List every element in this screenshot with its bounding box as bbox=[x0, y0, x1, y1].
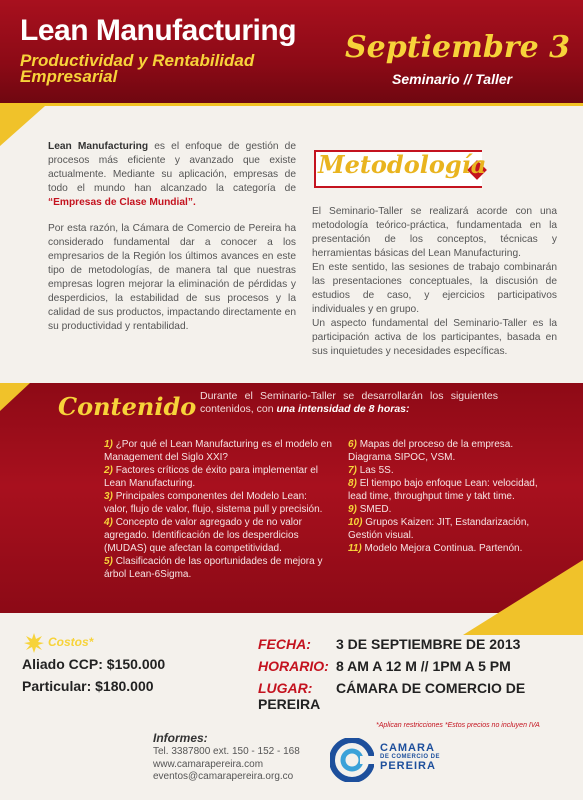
event-date: Septiembre 3 bbox=[345, 30, 570, 65]
logo-line-1: CAMARA bbox=[380, 742, 435, 754]
metodologia-text bbox=[312, 205, 557, 359]
list-item bbox=[348, 464, 540, 477]
item-text: Mapas del proceso de la empresa. Diagrama SIPOC, VSM. bbox=[348, 439, 514, 463]
item-number: 1) bbox=[104, 439, 113, 450]
decor-corner bbox=[0, 106, 45, 146]
lugar-label: LUGAR: bbox=[258, 680, 313, 696]
list-item bbox=[104, 555, 332, 581]
list-item bbox=[348, 477, 540, 503]
item-number: 10) bbox=[348, 517, 363, 528]
item-text: Concepto de valor agregado y de no valor agregado. Identificación de los desperdicios (MUDAS) que afectan la competitividad. bbox=[104, 517, 302, 554]
item-text: Las 5S. bbox=[359, 465, 394, 476]
list-item bbox=[348, 438, 540, 464]
info-lugar bbox=[258, 680, 583, 712]
decor-band-right bbox=[463, 560, 583, 635]
info-fecha bbox=[258, 636, 520, 652]
metodologia-title: Metodología bbox=[318, 150, 487, 179]
item-text: El tiempo bajo enfoque Lean: velocidad, lead time, throughput time y takt time. bbox=[348, 478, 538, 502]
event-type: Seminario // Taller bbox=[392, 71, 513, 87]
contenido-intro bbox=[200, 390, 498, 416]
item-number: 2) bbox=[104, 465, 113, 476]
list-item bbox=[104, 490, 332, 516]
starburst-icon bbox=[24, 633, 44, 653]
item-number: 7) bbox=[348, 465, 357, 476]
item-text: SMED. bbox=[359, 504, 392, 515]
item-number: 8) bbox=[348, 478, 357, 489]
list-item bbox=[348, 503, 540, 516]
item-number: 11) bbox=[348, 543, 362, 554]
header-banner bbox=[0, 0, 583, 105]
item-text: Clasificación de las oportunidades de mejora y árbol Lean-6Sigma. bbox=[104, 556, 323, 580]
intro-paragraph-2: Por esta razón, la Cámara de Comercio de Pereira ha considerado fundamental dar a conocer a los empresarios de la Región los últimos avances en este tipo de metodologías, de manera tal que nuestras empresas logren mejorar la eliminación de pérdidas y desperdicios, la estabilidad de sus procesos y la calidad de sus productos, impactando directamente en su productividad y rentabilidad. bbox=[48, 223, 296, 332]
intro-bold: Lean Manufacturing bbox=[48, 141, 149, 152]
list-item bbox=[348, 516, 540, 542]
item-text: Factores críticos de éxito para implementar el Lean Manufacturing. bbox=[104, 465, 318, 489]
decor-band-left bbox=[0, 383, 30, 411]
item-number: 5) bbox=[104, 556, 113, 567]
list-item bbox=[104, 464, 332, 490]
cost-particular: Particular: $180.000 bbox=[22, 678, 154, 694]
cost-aliado: Aliado CCP: $150.000 bbox=[22, 656, 166, 672]
subtitle: Productividad y Rentabilidad Empresarial bbox=[20, 51, 255, 86]
item-number: 3) bbox=[104, 491, 113, 502]
metodologia-paragraph-3: Un aspecto fundamental del Seminario-Taller es la participación activa de los participantes, basada en sus inquietudes y necesidades específicas. bbox=[312, 318, 557, 357]
fecha-label: FECHA: bbox=[258, 636, 311, 652]
intro-text bbox=[48, 140, 296, 346]
horario-value: 8 AM A 12 M // 1PM A 5 PM bbox=[336, 658, 511, 674]
item-text: ¿Por qué el Lean Manufacturing es el modelo en Management del Siglo XXI? bbox=[104, 439, 332, 463]
fecha-value: 3 DE SEPTIEMBRE DE 2013 bbox=[336, 636, 521, 652]
item-text: Modelo Mejora Continua. Partenón. bbox=[364, 543, 523, 554]
intro-highlight: “Empresas de Clase Mundial”. bbox=[48, 197, 196, 208]
intro-text-1: es el enfoque de gestión de procesos más eficiente y avanzado que existe actualmente. Mediante su aplicación, empresas de todo el mundo han alcanzado la categoría de bbox=[48, 141, 296, 194]
contact-email-link[interactable]: eventos@camarapereira.org.co bbox=[153, 771, 294, 782]
item-number: 6) bbox=[348, 439, 357, 450]
item-text: Principales componentes del Modelo Lean: valor, flujo de valor, flujo, sistema pull y precisión. bbox=[104, 491, 323, 515]
contact-phone: Tel. 3387800 ext. 150 - 152 - 168 bbox=[153, 746, 300, 757]
main-title: Lean Manufacturing bbox=[20, 14, 297, 47]
logo-line-3: PEREIRA bbox=[380, 760, 436, 772]
contenido-intro-highlight: una intensidad de 8 horas: bbox=[276, 403, 410, 415]
contenido-list-left bbox=[104, 438, 332, 581]
item-text: Grupos Kaizen: JIT, Estandarización, Gestión visual. bbox=[348, 517, 530, 541]
item-number: 9) bbox=[348, 504, 357, 515]
intro-paragraph-1 bbox=[48, 140, 296, 210]
list-item bbox=[348, 542, 540, 555]
logo-line-2: DE COMERCIO DE bbox=[380, 754, 441, 760]
camara-logo-icon bbox=[330, 738, 374, 782]
contenido-title: Contenido bbox=[58, 392, 197, 421]
item-number: 4) bbox=[104, 517, 113, 528]
list-item bbox=[104, 438, 332, 464]
costs-label: Costos* bbox=[48, 635, 94, 649]
contact-web-link[interactable]: www.camarapereira.com bbox=[153, 759, 264, 770]
metodologia-paragraph-1: El Seminario-Taller se realizará acorde con una metodología teórico-práctica, fundamentada en la presentación de los conceptos, técnicas y herramientas básicas del Lean Manufacturing. bbox=[312, 206, 557, 259]
contenido-intro-text: Durante el Seminario-Taller se desarrollarán los siguientes contenidos, con bbox=[200, 390, 498, 415]
informes-title: Informes: bbox=[153, 731, 208, 745]
contenido-list-right bbox=[348, 438, 540, 555]
list-item bbox=[104, 516, 332, 555]
lugar-value: CÁMARA DE COMERCIO DE PEREIRA bbox=[258, 680, 526, 712]
restrictions-note: *Aplican restricciones *Estos precios no incluyen IVA bbox=[376, 722, 540, 729]
horario-label: HORARIO: bbox=[258, 658, 329, 674]
metodologia-paragraph-2: En este sentido, las sesiones de trabajo combinarán las presentaciones conceptuales, la discusión de estudios de caso, y ejercicios participativos individuales y en grupo. bbox=[312, 262, 557, 315]
camara-logo-text bbox=[380, 742, 440, 772]
header-divider bbox=[0, 103, 583, 106]
info-horario bbox=[258, 658, 511, 674]
